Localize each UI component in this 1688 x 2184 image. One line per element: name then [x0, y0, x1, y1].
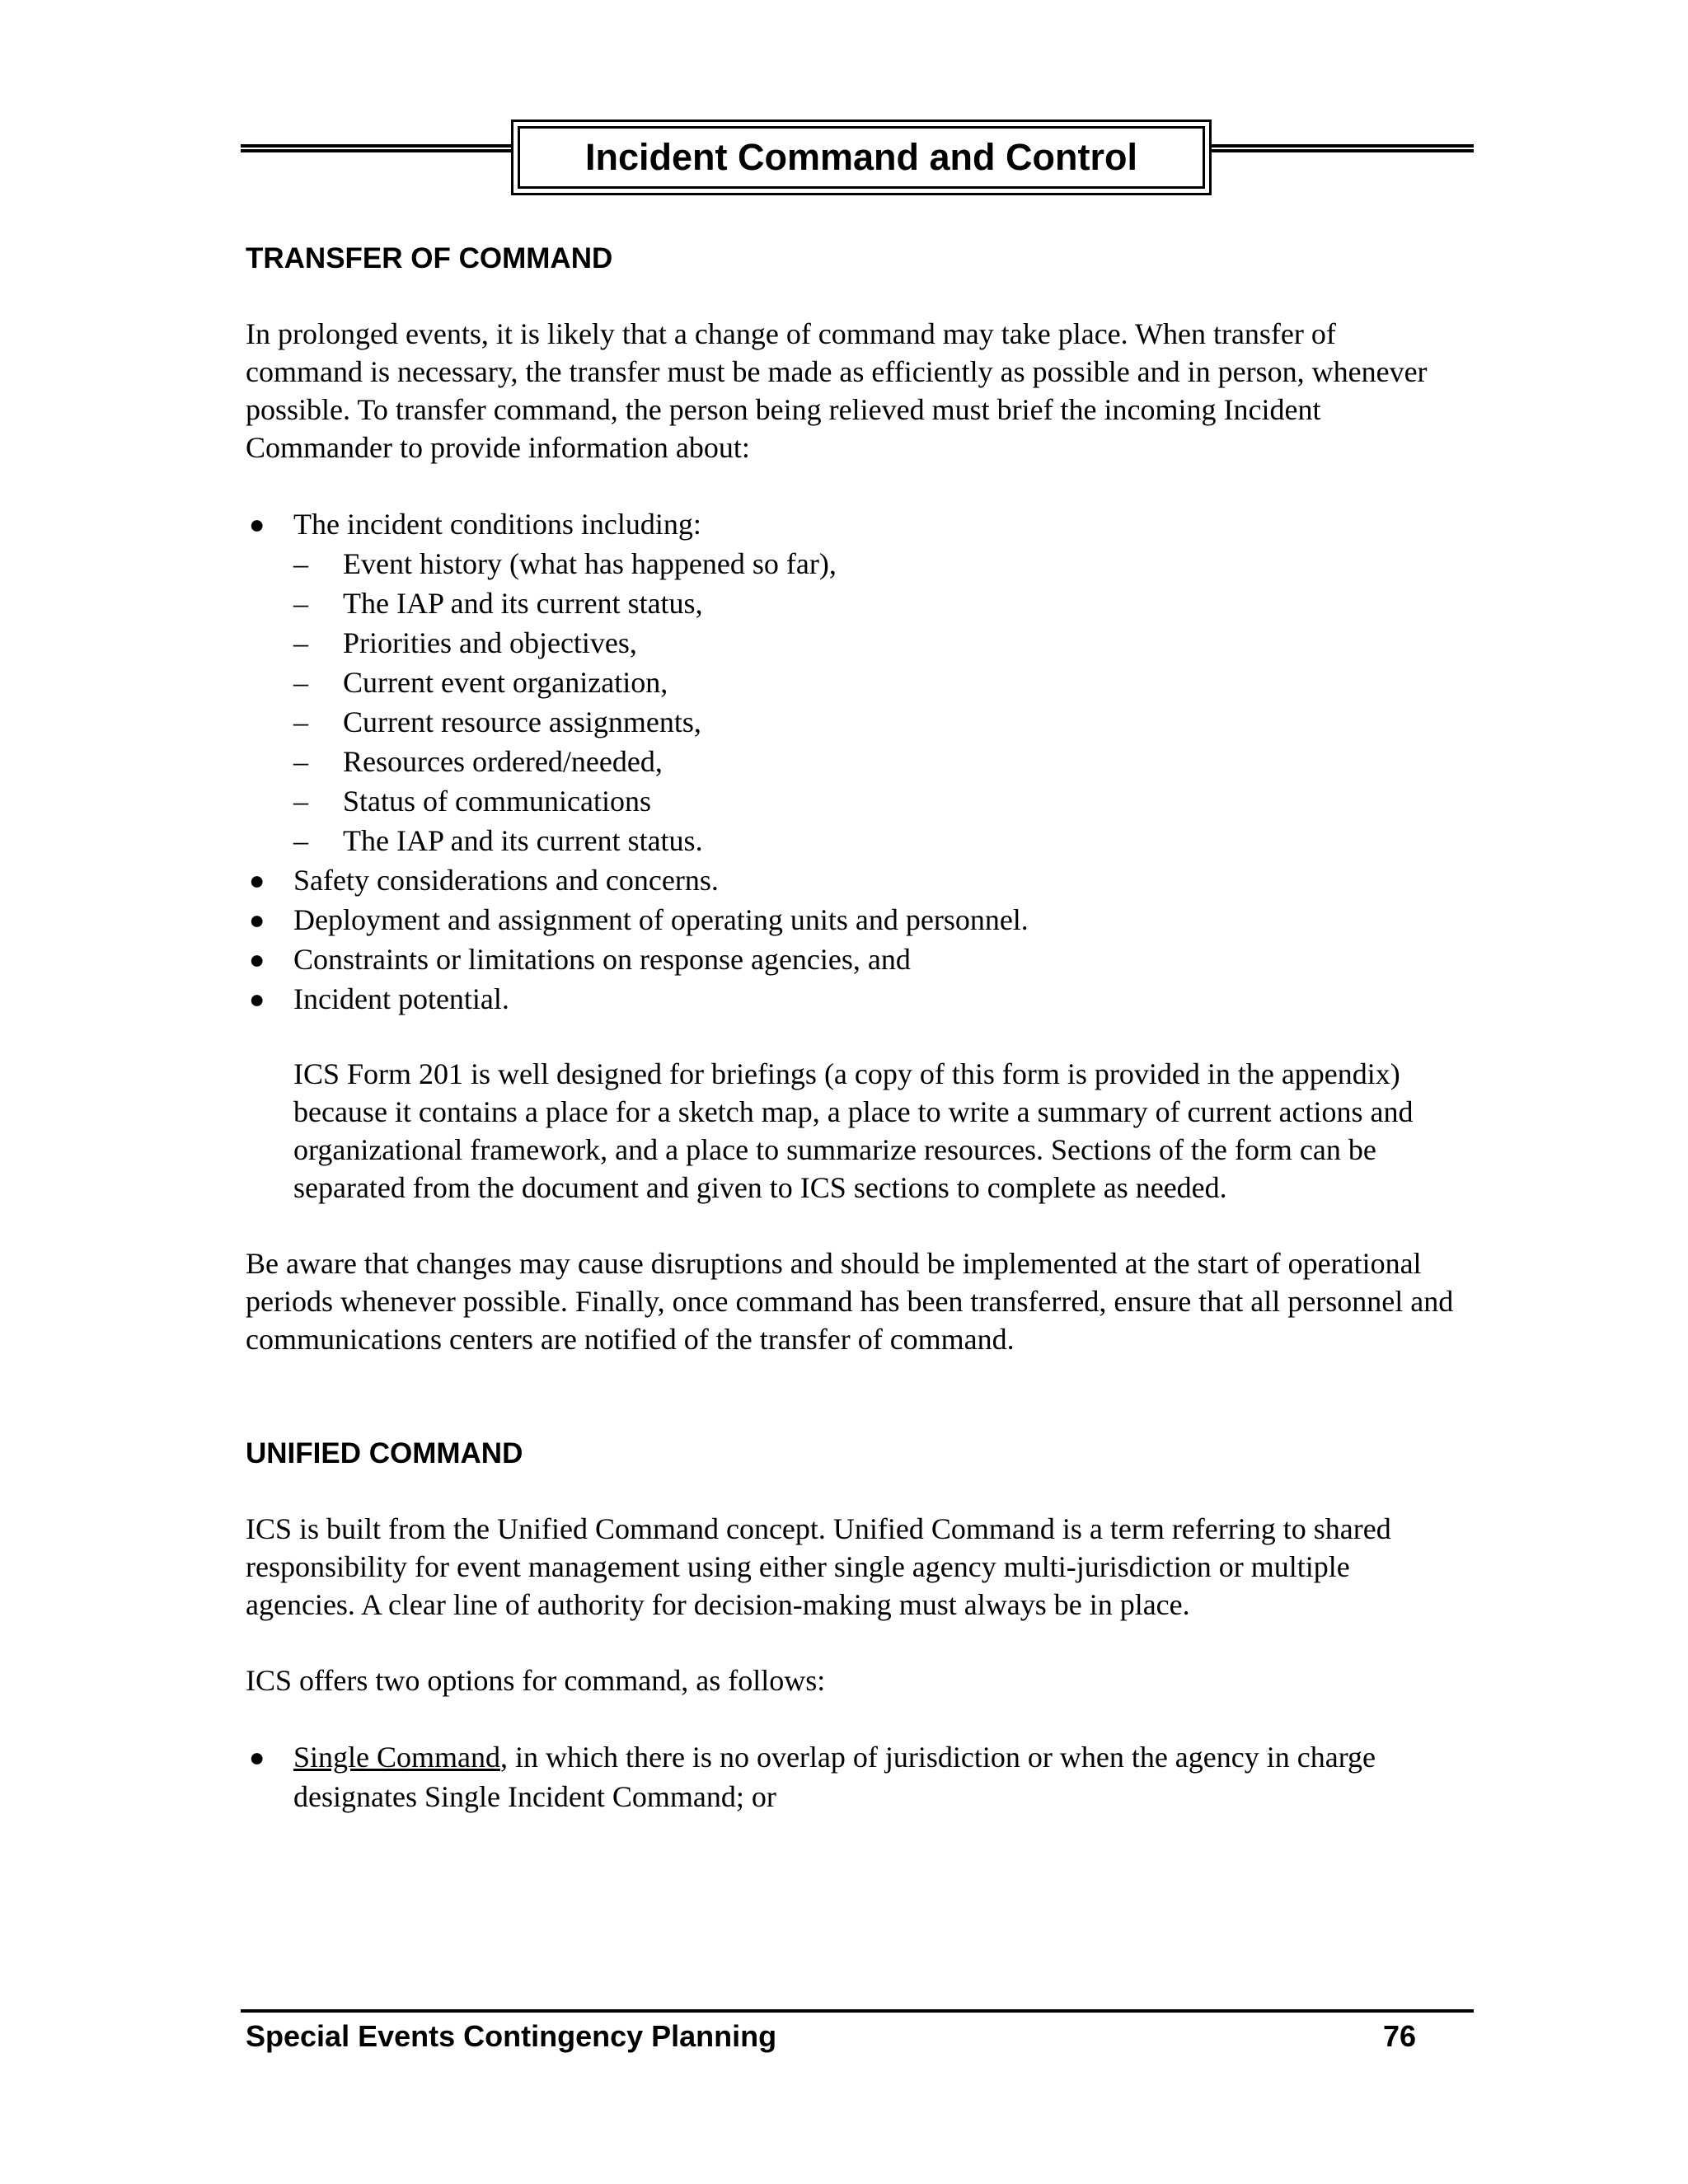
list-item	[246, 1737, 1457, 1816]
single-command-description: , in which there is no overlap of jurisdiction or when the agency in charge designates Single Incident Command; or	[293, 1741, 1376, 1813]
sublist-item	[293, 544, 1457, 583]
header-title: Incident Command and Control	[518, 126, 1205, 189]
unified-paragraph: ICS is built from the Unified Command concept. Unified Command is a term referring to shared responsibility for event management using either single agency multi-jurisdiction or multiple agencies. A clear line of authority for decision-making must always be in place.	[246, 1512, 1391, 1621]
dash-icon: –	[293, 705, 308, 738]
sublist-item-text: The IAP and its current status,	[343, 587, 703, 620]
section-heading-transfer: TRANSFER OF COMMAND	[246, 242, 613, 274]
incident-conditions-sublist	[293, 544, 1457, 860]
transfer-closing-paragraph: Be aware that changes may cause disruptions and should be implemented at the start of operational periods whenever possible. Finally, once command has been transferred, ensure that all personnel and communications centers are notified of the transfer of command.	[246, 1247, 1454, 1356]
sublist-item-text: Event history (what has happened so far),	[343, 547, 837, 580]
list-item-text: Safety considerations and concerns.	[293, 864, 719, 897]
page-content	[246, 239, 1457, 1816]
footer-title: Special Events Contingency Planning	[246, 2019, 777, 2053]
header-title-box	[511, 120, 1212, 195]
sublist-item	[293, 702, 1457, 742]
list-item	[246, 979, 1457, 1019]
single-command-term: Single Command	[293, 1741, 500, 1774]
command-options-list	[246, 1737, 1457, 1816]
bullet-icon: ●	[249, 1742, 265, 1772]
list-item	[246, 504, 1457, 860]
dash-icon: –	[293, 824, 308, 857]
list-item	[246, 940, 1457, 979]
sublist-item-text: Current event organization,	[343, 666, 668, 699]
sublist-item	[293, 663, 1457, 702]
list-item-text: Incident potential.	[293, 982, 509, 1015]
section-heading-unified: UNIFIED COMMAND	[246, 1437, 523, 1469]
dash-icon: –	[293, 785, 308, 818]
page-number: 76	[1382, 2019, 1416, 2053]
page-header	[241, 120, 1474, 195]
bullet-icon: ●	[249, 509, 265, 539]
transfer-bullet-list	[246, 504, 1457, 1019]
dash-icon: –	[293, 666, 308, 699]
bullet-icon: ●	[249, 984, 265, 1014]
dash-icon: –	[293, 626, 308, 659]
sublist-item-text: Status of communications	[343, 785, 651, 818]
sublist-item	[293, 781, 1457, 821]
command-options-intro: ICS offers two options for command, as follows:	[246, 1664, 826, 1697]
bullet-icon: ●	[249, 944, 265, 974]
list-item-text: Deployment and assignment of operating units and personnel.	[293, 903, 1029, 936]
sublist-item	[293, 623, 1457, 663]
sublist-item	[293, 742, 1457, 781]
sublist-item-text: Current resource assignments,	[343, 705, 701, 738]
list-item-text: Constraints or limitations on response agencies, and	[293, 943, 911, 976]
sublist-item	[293, 583, 1457, 623]
header-rule-right	[1212, 144, 1474, 152]
bullet-icon: ●	[249, 905, 265, 935]
list-item-text: The incident conditions including:	[293, 508, 701, 541]
sublist-item-text: Priorities and objectives,	[343, 626, 637, 659]
transfer-intro-paragraph: In prolonged events, it is likely that a change of command may take place. When transfer of command is necessary, the transfer must be made as efficiently as possible and in person, whenever possible. To transfer command, the person being relieved must brief the incoming Incident Commander to provide information about:	[246, 317, 1428, 464]
dash-icon: –	[293, 745, 308, 778]
header-rule-left	[241, 144, 511, 152]
sublist-item-text: Resources ordered/needed,	[343, 745, 663, 778]
dash-icon: –	[293, 587, 308, 620]
sublist-item-text: The IAP and its current status.	[343, 824, 703, 857]
list-item	[246, 900, 1457, 940]
sublist-item	[293, 821, 1457, 860]
page-footer	[241, 2009, 1474, 2055]
bullet-icon: ●	[249, 865, 265, 895]
list-item	[246, 860, 1457, 900]
dash-icon: –	[293, 547, 308, 580]
ics-form-note: ICS Form 201 is well designed for briefings (a copy of this form is provided in the appendix) because it contains a place for a sketch map, a place to write a summary of current actions and organizational framework, and a place to summarize resources. Sections of the form can be separated from the document and given to ICS sections to complete as needed.	[293, 1057, 1414, 1204]
